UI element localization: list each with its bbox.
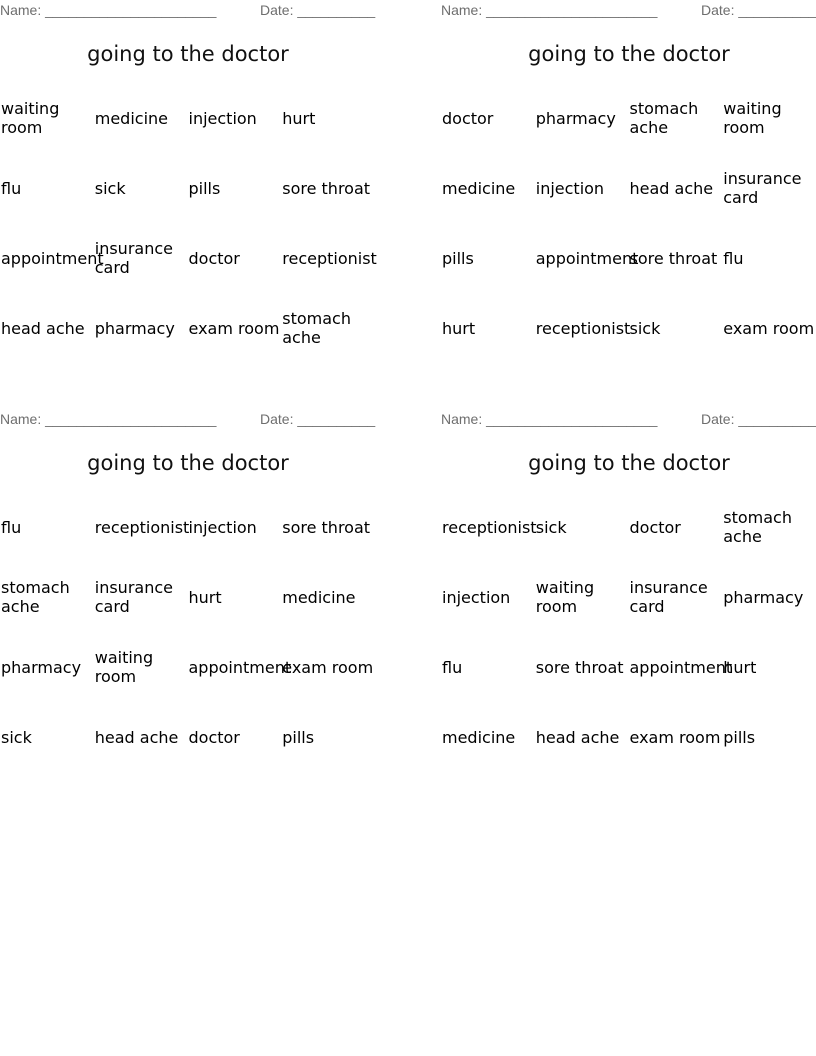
bingo-cell[interactable]: medicine — [282, 587, 356, 607]
bingo-cell[interactable]: appointment — [188, 657, 292, 677]
bingo-card-1 — [0, 0, 377, 347]
bingo-cell[interactable]: exam room — [629, 727, 721, 747]
bingo-cell[interactable]: doctor — [188, 248, 240, 268]
bingo-grid — [0, 83, 375, 363]
bingo-cell[interactable]: sore throat — [629, 248, 718, 268]
bingo-cell[interactable]: hurt — [723, 657, 757, 677]
bingo-cell[interactable]: pills — [442, 248, 474, 268]
name-date-row — [0, 409, 376, 431]
bingo-cell[interactable]: receptionist — [94, 517, 190, 537]
bingo-cell[interactable]: injection — [188, 108, 257, 128]
bingo-cell[interactable]: pills — [723, 727, 756, 747]
bingo-cell[interactable]: exam room — [282, 657, 374, 677]
card-title: going to the doctor — [87, 42, 289, 66]
bingo-cell[interactable]: doctor — [629, 517, 681, 537]
bingo-cell[interactable]: waiting room — [535, 578, 595, 616]
bingo-cell[interactable]: head ache — [1, 318, 85, 338]
bingo-cell[interactable]: insurance card — [629, 578, 708, 616]
bingo-cell[interactable]: hurt — [282, 108, 316, 128]
bingo-cell[interactable]: head ache — [535, 727, 620, 747]
card-title: going to the doctor — [528, 42, 730, 66]
name-date-row — [441, 0, 816, 22]
bingo-cell[interactable]: pills — [282, 727, 315, 747]
bingo-cell[interactable]: exam room — [723, 318, 815, 338]
card-title: going to the doctor — [528, 451, 730, 475]
bingo-cell[interactable]: medicine — [442, 178, 516, 198]
bingo-cell[interactable]: stomach ache — [723, 508, 792, 546]
date-field[interactable]: Date: __________ — [701, 2, 816, 18]
bingo-cell[interactable]: sick — [1, 727, 32, 747]
bingo-cell[interactable]: injection — [188, 517, 257, 537]
bingo-cell[interactable]: flu — [1, 517, 22, 537]
bingo-cell[interactable]: receptionist — [282, 248, 377, 268]
bingo-cell[interactable]: appointment — [629, 657, 733, 677]
name-field[interactable]: Name: ______________________ — [441, 411, 658, 427]
bingo-cell[interactable]: waiting room — [723, 99, 782, 137]
bingo-cell[interactable]: sore throat — [282, 178, 371, 198]
bingo-cell[interactable]: stomach ache — [629, 99, 699, 137]
bingo-grid — [441, 492, 816, 772]
bingo-cell[interactable]: head ache — [94, 727, 179, 747]
bingo-cell[interactable]: hurt — [442, 318, 476, 338]
bingo-cell[interactable]: insurance card — [723, 169, 802, 207]
date-field[interactable]: Date: __________ — [701, 411, 816, 427]
bingo-cell[interactable]: sick — [629, 318, 661, 338]
card-title: going to the doctor — [87, 451, 289, 475]
bingo-cell[interactable]: sore throat — [535, 657, 624, 677]
bingo-cell[interactable]: injection — [535, 178, 605, 198]
bingo-cell[interactable]: injection — [442, 587, 511, 607]
bingo-cell[interactable]: receptionist — [442, 517, 537, 537]
bingo-card-4 — [441, 409, 816, 747]
bingo-grid — [441, 83, 816, 363]
bingo-cell[interactable]: flu — [723, 248, 744, 268]
bingo-cell[interactable]: medicine — [442, 727, 516, 747]
bingo-cell[interactable]: stomach ache — [1, 578, 70, 616]
bingo-cell[interactable]: doctor — [442, 108, 494, 128]
bingo-cell[interactable]: waiting room — [1, 99, 60, 137]
bingo-grid — [0, 492, 375, 772]
bingo-card-2 — [441, 0, 816, 338]
bingo-cell[interactable]: hurt — [188, 587, 222, 607]
bingo-cell[interactable]: pharmacy — [1, 657, 82, 677]
name-field[interactable]: Name: ______________________ — [0, 411, 217, 427]
bingo-cell[interactable]: receptionist — [535, 318, 631, 338]
name-date-row — [0, 0, 376, 22]
bingo-cell[interactable]: pills — [188, 178, 221, 198]
bingo-cell[interactable]: flu — [442, 657, 463, 677]
bingo-cell[interactable]: pharmacy — [535, 108, 616, 128]
bingo-cell[interactable]: head ache — [629, 178, 714, 198]
bingo-cell[interactable]: pharmacy — [723, 587, 804, 607]
bingo-cell[interactable]: insurance card — [94, 239, 173, 277]
date-field[interactable]: Date: __________ — [260, 2, 376, 18]
bingo-cell[interactable]: appointment — [1, 248, 104, 268]
bingo-cell[interactable]: insurance card — [94, 578, 173, 616]
name-field[interactable]: Name: ______________________ — [441, 2, 658, 18]
name-date-row — [441, 409, 816, 431]
bingo-cell[interactable]: sick — [94, 178, 126, 198]
bingo-cell[interactable]: sore throat — [282, 517, 371, 537]
bingo-cell[interactable]: flu — [1, 178, 22, 198]
bingo-card-3 — [0, 409, 376, 747]
name-field[interactable]: Name: ______________________ — [0, 2, 217, 18]
bingo-cell[interactable]: doctor — [188, 727, 240, 747]
date-field[interactable]: Date: __________ — [260, 411, 376, 427]
bingo-cell[interactable]: appointment — [535, 248, 639, 268]
bingo-cell[interactable]: exam room — [188, 318, 280, 338]
bingo-cell[interactable]: waiting room — [94, 648, 154, 686]
bingo-cell[interactable]: medicine — [94, 108, 169, 128]
bingo-cell[interactable]: stomach ache — [282, 309, 351, 347]
bingo-cell[interactable]: pharmacy — [94, 318, 175, 338]
bingo-cell[interactable]: sick — [535, 517, 567, 537]
